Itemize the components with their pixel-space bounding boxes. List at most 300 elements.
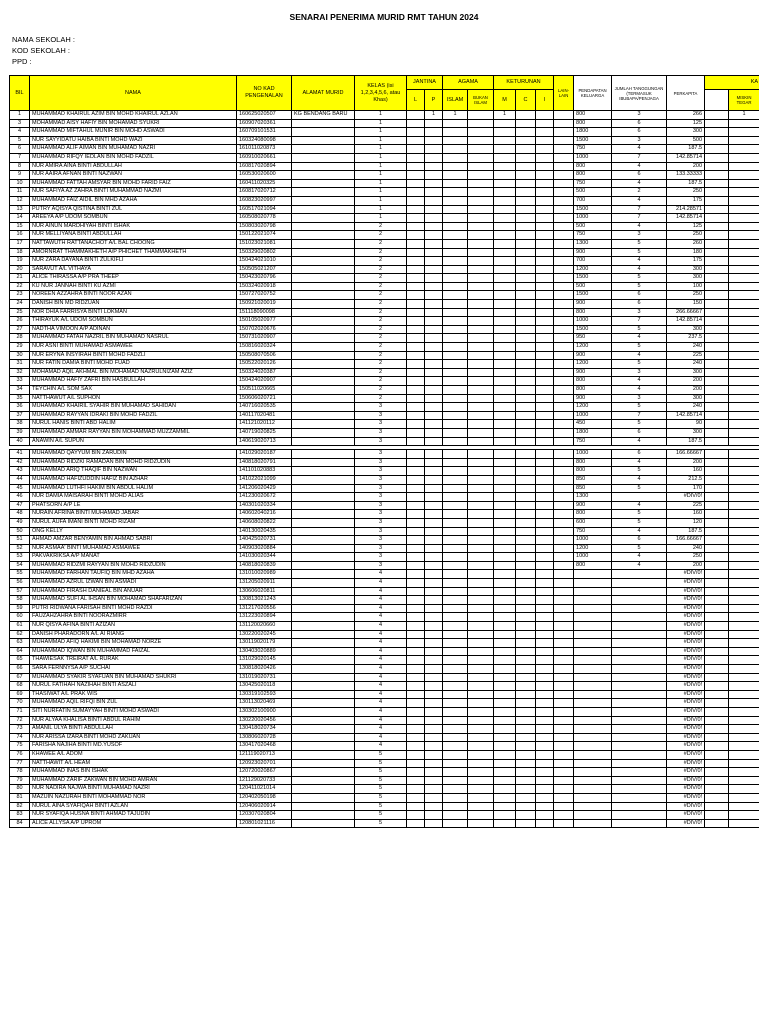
cell-l <box>407 467 425 476</box>
header-lain-lain: LAIN-LAIN <box>554 76 574 111</box>
table-row <box>10 458 760 467</box>
cell-nama: NUR ZARA DAYANA BINTI ZULKIFLI <box>30 257 237 266</box>
header-no-kad: NO KAD PENGENALAN <box>237 76 292 111</box>
cell-tang: 5 <box>612 484 667 493</box>
cell-alamat <box>292 437 355 446</box>
cell-bil: 10 <box>10 179 30 188</box>
cell-m <box>494 282 516 291</box>
cell-bil: 46 <box>10 493 30 502</box>
cell-p <box>425 501 443 510</box>
cell-bukan <box>468 257 494 266</box>
table-row <box>10 527 760 536</box>
cell-islam <box>443 458 468 467</box>
cell-islam <box>443 819 468 828</box>
cell-l <box>407 579 425 588</box>
cell-i <box>536 536 554 545</box>
cell-alamat <box>292 411 355 420</box>
cell-pend: 900 <box>574 300 612 309</box>
table-row <box>10 111 760 120</box>
cell-tang <box>612 707 667 716</box>
cell-bil: 53 <box>10 553 30 562</box>
cell-alamat <box>292 308 355 317</box>
cell-bukan <box>468 291 494 300</box>
cell-blank <box>705 265 729 274</box>
cell-blank <box>705 776 729 785</box>
cell-tang: 6 <box>612 119 667 128</box>
cell-tang <box>612 639 667 648</box>
cell-i <box>536 673 554 682</box>
cell-l <box>407 111 425 120</box>
cell-lain <box>554 527 574 536</box>
cell-ka <box>729 257 759 266</box>
cell-p <box>425 544 443 553</box>
cell-alamat <box>292 128 355 137</box>
cell-islam <box>443 536 468 545</box>
cell-nama: FAUZAHZAHRA BINTI NOORAZMIRR <box>30 613 237 622</box>
cell-i <box>536 222 554 231</box>
cell-perk: 237.5 <box>667 334 705 343</box>
cell-bil: 61 <box>10 622 30 631</box>
cell-i <box>536 360 554 369</box>
cell-alamat <box>292 394 355 403</box>
cell-cc <box>516 343 536 352</box>
cell-l <box>407 802 425 811</box>
cell-p <box>425 467 443 476</box>
cell-nama: AMANIL ULYA BINTI ABDULLAH <box>30 725 237 734</box>
cell-alamat <box>292 179 355 188</box>
cell-bukan <box>468 265 494 274</box>
cell-pend: 800 <box>574 510 612 519</box>
cell-cc <box>516 690 536 699</box>
cell-l <box>407 196 425 205</box>
cell-kelas: 1 <box>355 179 407 188</box>
cell-nama: NURUL FATIHAH NAZIHAH BINTI ASZALI <box>30 682 237 691</box>
cell-l <box>407 682 425 691</box>
cell-alamat <box>292 291 355 300</box>
cell-nama: AREEYA A/P UDOM SOMBUN <box>30 214 237 223</box>
cell-bukan <box>468 742 494 751</box>
cell-p <box>425 707 443 716</box>
cell-tang <box>612 673 667 682</box>
cell-ka <box>729 128 759 137</box>
cell-pend <box>574 647 612 656</box>
cell-islam <box>443 420 468 429</box>
cell-ic: 150324020387 <box>237 368 292 377</box>
cell-bukan <box>468 768 494 777</box>
cell-lain <box>554 403 574 412</box>
cell-tang <box>612 690 667 699</box>
cell-tang: 6 <box>612 291 667 300</box>
table-row <box>10 153 760 162</box>
cell-bukan <box>468 622 494 631</box>
cell-m <box>494 179 516 188</box>
cell-m <box>494 493 516 502</box>
cell-cc <box>516 475 536 484</box>
cell-p <box>425 716 443 725</box>
cell-nama: MUHAMMAD AQIL RIFQI BIN ZUL <box>30 699 237 708</box>
cell-i <box>536 291 554 300</box>
cell-blank <box>705 231 729 240</box>
cell-bukan <box>468 450 494 459</box>
cell-perk: 125 <box>667 222 705 231</box>
cell-bukan <box>468 647 494 656</box>
cell-kelas: 4 <box>355 733 407 742</box>
cell-p <box>425 733 443 742</box>
cell-kelas: 2 <box>355 351 407 360</box>
cell-ka <box>729 630 759 639</box>
cell-i <box>536 450 554 459</box>
cell-cc <box>516 673 536 682</box>
cell-ic: 150816020324 <box>237 343 292 352</box>
cell-ka <box>729 819 759 828</box>
cell-bukan <box>468 274 494 283</box>
table-row <box>10 639 760 648</box>
cell-bil: 83 <box>10 811 30 820</box>
cell-p <box>425 596 443 605</box>
cell-bukan <box>468 411 494 420</box>
cell-ka <box>729 647 759 656</box>
cell-nama: MUHAMMAD FATTAH AMSYAR BIN MOHD FARID FAIZ <box>30 179 237 188</box>
cell-pend: 1000 <box>574 536 612 545</box>
cell-i <box>536 475 554 484</box>
cell-kelas: 2 <box>355 368 407 377</box>
recipient-table-container <box>9 75 759 1024</box>
table-row <box>10 647 760 656</box>
cell-islam <box>443 493 468 502</box>
cell-kelas: 4 <box>355 647 407 656</box>
cell-bukan <box>468 613 494 622</box>
cell-m <box>494 377 516 386</box>
cell-islam <box>443 162 468 171</box>
cell-islam <box>443 450 468 459</box>
cell-tang <box>612 785 667 794</box>
cell-pend: 1000 <box>574 553 612 562</box>
cell-p <box>425 811 443 820</box>
cell-bil: 68 <box>10 682 30 691</box>
cell-cc <box>516 308 536 317</box>
cell-ic: 160324080098 <box>237 136 292 145</box>
cell-pend <box>574 793 612 802</box>
cell-lain <box>554 802 574 811</box>
cell-bukan <box>468 239 494 248</box>
cell-perk: #DIV/0! <box>667 707 705 716</box>
cell-ka <box>729 707 759 716</box>
cell-perk: 200 <box>667 162 705 171</box>
cell-blank <box>705 622 729 631</box>
cell-bil: 65 <box>10 656 30 665</box>
cell-lain <box>554 420 574 429</box>
cell-bukan <box>468 343 494 352</box>
cell-tang: 5 <box>612 360 667 369</box>
cell-blank <box>705 759 729 768</box>
cell-ka <box>729 360 759 369</box>
table-row <box>10 377 760 386</box>
cell-blank <box>705 334 729 343</box>
cell-pend: 1200 <box>574 403 612 412</box>
cell-ic: 130113020469 <box>237 699 292 708</box>
cell-lain <box>554 119 574 128</box>
cell-i <box>536 776 554 785</box>
header-m: M <box>494 90 516 111</box>
cell-m <box>494 639 516 648</box>
cell-perk: 142.85714 <box>667 153 705 162</box>
cell-blank <box>705 274 729 283</box>
header-alamat: ALAMAT MURID <box>292 76 355 111</box>
cell-l <box>407 377 425 386</box>
cell-lain <box>554 231 574 240</box>
cell-blank <box>705 450 729 459</box>
cell-lain <box>554 647 574 656</box>
table-row <box>10 733 760 742</box>
cell-alamat <box>292 733 355 742</box>
cell-ic: 150522020126 <box>237 360 292 369</box>
cell-perk: 214.28571 <box>667 205 705 214</box>
table-row <box>10 518 760 527</box>
cell-bukan <box>468 750 494 759</box>
cell-cc <box>516 647 536 656</box>
cell-nama: MUHAMMAD AFIQ HAKIMI BIN MOHAMAD NORZE <box>30 639 237 648</box>
cell-i <box>536 196 554 205</box>
cell-kelas: 3 <box>355 420 407 429</box>
cell-blank <box>705 484 729 493</box>
cell-lain <box>554 518 574 527</box>
cell-nama: MOHAMAD AQIL AKHMAL BIN MOHAMAD NAZRULNIZAM AZIZ <box>30 368 237 377</box>
cell-pend <box>574 690 612 699</box>
cell-cc <box>516 450 536 459</box>
cell-ic: 120406020914 <box>237 802 292 811</box>
cell-cc <box>516 257 536 266</box>
cell-p <box>425 699 443 708</box>
header-jantina: JANTINA <box>407 76 443 90</box>
cell-nama: NATTHAWUT A/L SUPHON <box>30 394 237 403</box>
cell-i <box>536 750 554 759</box>
cell-nama: NADTHA VIMOON A/P ADINAN <box>30 325 237 334</box>
cell-m <box>494 596 516 605</box>
cell-islam <box>443 811 468 820</box>
cell-kelas: 2 <box>355 300 407 309</box>
cell-islam <box>443 570 468 579</box>
cell-kelas: 3 <box>355 527 407 536</box>
cell-lain <box>554 222 574 231</box>
cell-pend: 500 <box>574 222 612 231</box>
cell-cc <box>516 776 536 785</box>
cell-l <box>407 403 425 412</box>
cell-ka <box>729 802 759 811</box>
table-row <box>10 759 760 768</box>
cell-perk: #DIV/0! <box>667 596 705 605</box>
cell-alamat <box>292 214 355 223</box>
cell-perk: 200 <box>667 458 705 467</box>
cell-pend <box>574 725 612 734</box>
cell-bukan <box>468 119 494 128</box>
cell-blank <box>705 343 729 352</box>
header-ka: KA <box>705 76 759 90</box>
cell-bil: 24 <box>10 300 30 309</box>
cell-i <box>536 308 554 317</box>
cell-bukan <box>468 248 494 257</box>
cell-ka <box>729 162 759 171</box>
cell-bukan <box>468 510 494 519</box>
cell-cc <box>516 596 536 605</box>
cell-alamat <box>292 196 355 205</box>
cell-cc <box>516 317 536 326</box>
cell-ka <box>729 205 759 214</box>
cell-pend <box>574 759 612 768</box>
cell-islam <box>443 768 468 777</box>
cell-kelas: 3 <box>355 428 407 437</box>
cell-i <box>536 630 554 639</box>
table-row <box>10 802 760 811</box>
cell-pend: 800 <box>574 377 612 386</box>
cell-islam <box>443 368 468 377</box>
cell-cc <box>516 291 536 300</box>
cell-nama: MUHAMMAD RIDZKI RAMADAN BIN MOHD RIDZUDIN <box>30 458 237 467</box>
cell-blank <box>705 536 729 545</box>
cell-kelas: 4 <box>355 682 407 691</box>
cell-pend <box>574 673 612 682</box>
header-pendapatan: PENDAPATAN KELUARGA <box>574 76 612 111</box>
cell-kelas: 5 <box>355 793 407 802</box>
cell-ic: 140425020731 <box>237 536 292 545</box>
cell-ic: 121129020733 <box>237 776 292 785</box>
cell-cc <box>516 403 536 412</box>
cell-kelas: 2 <box>355 308 407 317</box>
cell-l <box>407 360 425 369</box>
cell-nama: MOHAMMAD AISY HAFIY BIN MOHAMAD SYUKRI <box>30 119 237 128</box>
cell-perk: 240 <box>667 360 705 369</box>
cell-alamat <box>292 501 355 510</box>
cell-pend <box>574 622 612 631</box>
cell-lain <box>554 343 574 352</box>
cell-l <box>407 265 425 274</box>
cell-lain <box>554 733 574 742</box>
cell-perk: #DIV/0! <box>667 665 705 674</box>
table-row <box>10 274 760 283</box>
cell-nama: MUHAMMAD KHAIRIL SYAHIR BIN MUHAMAD SAHIDAN <box>30 403 237 412</box>
cell-tang: 5 <box>612 343 667 352</box>
cell-i <box>536 128 554 137</box>
cell-m <box>494 411 516 420</box>
cell-kelas: 2 <box>355 386 407 395</box>
cell-cc <box>516 768 536 777</box>
cell-m <box>494 325 516 334</box>
cell-perk: #DIV/0! <box>667 819 705 828</box>
cell-i <box>536 544 554 553</box>
cell-ic: 150122021074 <box>237 231 292 240</box>
cell-p <box>425 360 443 369</box>
cell-perk: 187.5 <box>667 437 705 446</box>
cell-pend <box>574 785 612 794</box>
cell-pend: 600 <box>574 518 612 527</box>
cell-tang: 7 <box>612 411 667 420</box>
cell-tang: 5 <box>612 274 667 283</box>
cell-kelas: 4 <box>355 579 407 588</box>
cell-l <box>407 394 425 403</box>
cell-ic: 160907020361 <box>237 119 292 128</box>
cell-tang <box>612 725 667 734</box>
cell-ic: 160709101531 <box>237 128 292 137</box>
cell-islam <box>443 214 468 223</box>
cell-bil: 78 <box>10 768 30 777</box>
cell-i <box>536 437 554 446</box>
table-row <box>10 819 760 828</box>
cell-bil: 5 <box>10 136 30 145</box>
cell-blank <box>705 403 729 412</box>
cell-ka <box>729 768 759 777</box>
cell-tang <box>612 819 667 828</box>
cell-m <box>494 308 516 317</box>
cell-m <box>494 673 516 682</box>
cell-lain <box>554 699 574 708</box>
cell-kelas: 2 <box>355 222 407 231</box>
cell-m <box>494 145 516 154</box>
cell-m <box>494 239 516 248</box>
cell-perk: 240 <box>667 544 705 553</box>
cell-islam <box>443 196 468 205</box>
cell-islam <box>443 274 468 283</box>
cell-tang: 4 <box>612 196 667 205</box>
cell-bil: 42 <box>10 458 30 467</box>
cell-lain <box>554 257 574 266</box>
cell-p <box>425 587 443 596</box>
cell-perk: #DIV/0! <box>667 811 705 820</box>
cell-bil: 43 <box>10 467 30 476</box>
cell-ic: 130220020245 <box>237 630 292 639</box>
cell-nama: MUHAMMAD HAFIZUDDIN HAFIZ BIN AZHAR <box>30 475 237 484</box>
cell-kelas: 4 <box>355 742 407 751</box>
cell-ka <box>729 750 759 759</box>
cell-nama: DANISH PHARADORN A/L AI RIANG <box>30 630 237 639</box>
cell-cc <box>516 579 536 588</box>
table-row <box>10 420 760 429</box>
cell-blank <box>705 811 729 820</box>
cell-kelas: 2 <box>355 377 407 386</box>
cell-nama: AMORNRAT THAMMAKHETH A/P PHICHET THAMMAKHETH <box>30 248 237 257</box>
header-nama: NAMA <box>30 76 237 111</box>
cell-cc <box>516 214 536 223</box>
cell-blank <box>705 579 729 588</box>
cell-ic: 150424020907 <box>237 377 292 386</box>
cell-bukan <box>468 222 494 231</box>
cell-nama: NUR ALYAA KHALISA BINTI ABDUL RAHIM <box>30 716 237 725</box>
cell-ka <box>729 665 759 674</box>
cell-bukan <box>468 630 494 639</box>
cell-perk: #DIV/0! <box>667 570 705 579</box>
cell-bil: 80 <box>10 785 30 794</box>
cell-lain <box>554 179 574 188</box>
cell-m <box>494 776 516 785</box>
cell-pend: 750 <box>574 231 612 240</box>
cell-ka <box>729 493 759 502</box>
cell-ka <box>729 596 759 605</box>
cell-ka <box>729 733 759 742</box>
cell-ic: 131120020660 <box>237 622 292 631</box>
cell-alamat <box>292 343 355 352</box>
cell-blank <box>705 188 729 197</box>
cell-perk: #DIV/0! <box>667 630 705 639</box>
cell-alamat <box>292 145 355 154</box>
cell-bil: 28 <box>10 334 30 343</box>
cell-p <box>425 136 443 145</box>
cell-pend: 1000 <box>574 317 612 326</box>
cell-bukan <box>468 128 494 137</box>
cell-p <box>425 665 443 674</box>
cell-alamat <box>292 257 355 266</box>
cell-lain <box>554 613 574 622</box>
table-row <box>10 282 760 291</box>
cell-m <box>494 265 516 274</box>
cell-m <box>494 699 516 708</box>
